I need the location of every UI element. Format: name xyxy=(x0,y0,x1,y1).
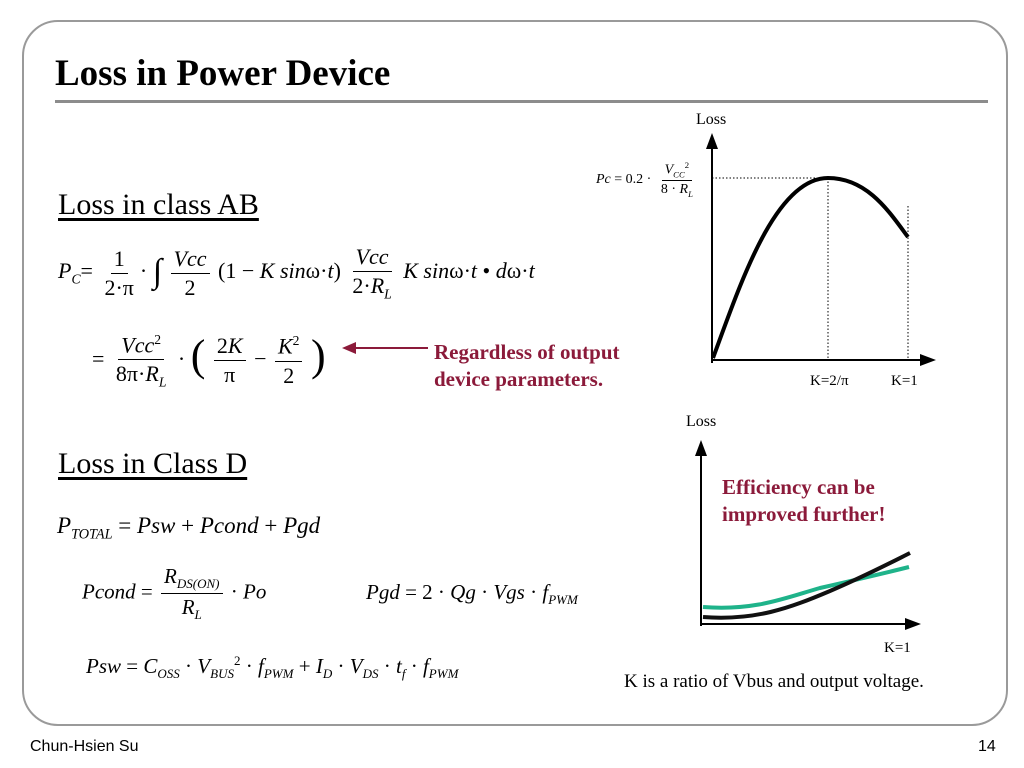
class-ab-y-arrow xyxy=(706,133,718,149)
class-d-note-line-2: improved further! xyxy=(722,502,886,526)
class-ab-equation-1: $P_C=$ $\frac{1}{2\cdot\pi}$ · ∫ $\frac{\text{Vcc}}{2}$ (1 − K sinω·t) $\frac{\text{Vcc}}{2\cdot R_L}$ K sinω·t • dω·t xyxy=(58,244,535,302)
class-d-heading: Loss in Class D xyxy=(58,447,248,480)
class-ab-note-line-2: device parameters. xyxy=(434,367,604,391)
class-d-chart-y-label: Loss xyxy=(686,413,717,430)
class-ab-loss-curve xyxy=(713,178,908,358)
slide-title: Loss in Power Device xyxy=(55,53,391,94)
class-ab-x-tick-k1: K=1 xyxy=(891,373,918,389)
class-ab-note-line-1: Regardless of output xyxy=(434,340,620,364)
class-d-x-arrow xyxy=(905,618,921,630)
class-d-note-line-1: Efficiency can be xyxy=(722,475,875,499)
class-ab-peak-label: Pc = 0.2 · $\frac{V_{CC}^2}{8 \cdot R_L}$ xyxy=(596,160,693,200)
class-d-equation-pgd: Pgd = 2 · Qg · Vgs · $f_{PWM}$ xyxy=(366,580,578,608)
class-ab-equation-2: = $\frac{Vcc^2}{8\pi\cdot R_L}$ · ( $\frac{2K}{\pi}$ − $\frac{K^2}{2}$ ) xyxy=(92,331,326,390)
class-d-equation-psw: Psw = $C_{OSS} \cdot V_{BUS}^2 \cdot f_{PWM} + I_D \cdot V_{DS} \cdot t_f \cdot f_{PWM}$ xyxy=(86,653,459,682)
class-d-note xyxy=(722,474,886,528)
class-d-loss-chart xyxy=(670,408,940,658)
k-ratio-caption: K is a ratio of Vbus and output voltage. xyxy=(624,671,924,692)
class-ab-heading: Loss in class AB xyxy=(58,188,259,221)
class-ab-x-tick-kpi: K=2/π xyxy=(810,373,849,389)
class-d-equation-total: $P_{TOTAL}$ = Psw + Pcond + Pgd xyxy=(57,513,321,543)
title-rule xyxy=(55,100,988,103)
footer-author: Chun-Hsien Su xyxy=(30,738,139,755)
class-ab-loss-chart xyxy=(590,105,950,405)
class-d-y-arrow xyxy=(695,440,707,456)
class-ab-chart-y-label: Loss xyxy=(696,111,727,128)
footer-page-number: 14 xyxy=(978,738,996,755)
class-d-equation-pcond: Pcond = $\frac{R_{DS(ON)}}{R_L}$ · Po xyxy=(82,564,267,623)
class-d-x-tick-k1: K=1 xyxy=(884,640,911,656)
note-arrow xyxy=(342,340,432,356)
class-ab-x-arrow xyxy=(920,354,936,366)
